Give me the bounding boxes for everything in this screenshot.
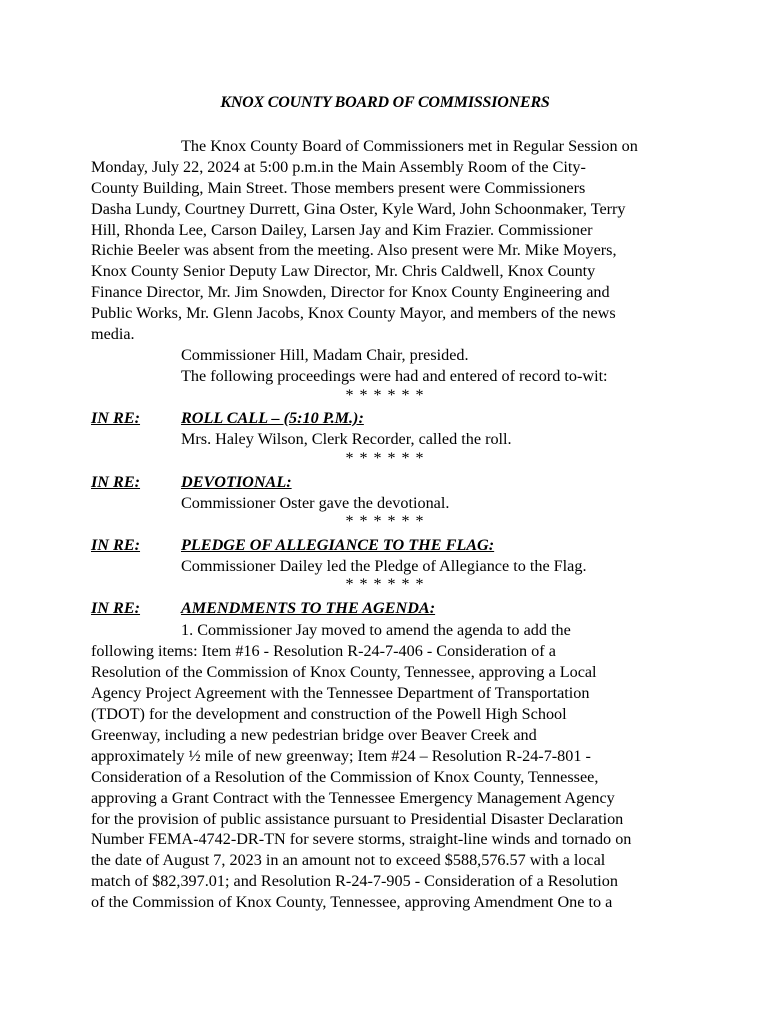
amendment-line: Agency Project Agreement with the Tennessee Department of Transportation <box>91 684 590 702</box>
separator: * * * * * * <box>345 450 425 467</box>
intro-line: Knox County Senior Deputy Law Director, Mr. Chris Caldwell, Knox County <box>91 262 596 280</box>
intro-line: Dasha Lundy, Courtney Durrett, Gina Oster, Kyle Ward, John Schoonmaker, Terry <box>91 200 626 218</box>
section-heading-amendments: AMENDMENTS TO THE AGENDA: <box>181 599 436 617</box>
intro-line: media. <box>91 325 135 343</box>
presided-line: Commissioner Hill, Madam Chair, presided. <box>181 346 469 364</box>
amendment-line: approving a Grant Contract with the Tennessee Emergency Management Agency <box>91 789 615 807</box>
amendment-line: Greenway, including a new pedestrian bridge over Beaver Creek and <box>91 726 537 744</box>
intro-line: Monday, July 22, 2024 at 5:00 p.m.in the Main Assembly Room of the City- <box>91 158 586 176</box>
intro-line: Richie Beeler was absent from the meeting. Also present were Mr. Mike Moyers, <box>91 241 617 259</box>
separator: * * * * * * <box>345 576 425 593</box>
amendment-line: of the Commission of Knox County, Tennessee, approving Amendment One to a <box>91 893 613 911</box>
amendment-line: match of $82,397.01; and Resolution R-24-7-905 - Consideration of a Resolution <box>91 872 618 890</box>
amendment-line: following items: Item #16 - Resolution R-24-7-406 - Consideration of a <box>91 642 556 660</box>
intro-line: Finance Director, Mr. Jim Snowden, Director for Knox County Engineering and <box>91 283 610 301</box>
section-body: Mrs. Haley Wilson, Clerk Recorder, called the roll. <box>181 430 512 448</box>
proceedings-line: The following proceedings were had and entered of record to-wit: <box>181 367 608 385</box>
section-heading-roll-call: ROLL CALL – (5:10 P.M.): <box>181 409 364 427</box>
section-label: IN RE: <box>91 599 141 617</box>
section-heading-pledge: PLEDGE OF ALLEGIANCE TO THE FLAG: <box>181 536 495 554</box>
amendment-line: the date of August 7, 2023 in an amount not to exceed $588,576.57 with a local <box>91 851 606 869</box>
section-label: IN RE: <box>91 536 141 554</box>
separator: * * * * * * <box>345 387 425 404</box>
amendment-line: Consideration of a Resolution of the Commission of Knox County, Tennessee, <box>91 768 599 786</box>
section-label: IN RE: <box>91 473 141 491</box>
amendment-line: Resolution of the Commission of Knox County, Tennessee, approving a Local <box>91 663 597 681</box>
section-heading-devotional: DEVOTIONAL: <box>181 473 292 491</box>
amendment-line: Number FEMA-4742-DR-TN for severe storms, straight-line winds and tornado on <box>91 830 632 848</box>
document-title: KNOX COUNTY BOARD OF COMMISSIONERS <box>220 94 550 111</box>
section-body: Commissioner Dailey led the Pledge of Allegiance to the Flag. <box>181 557 587 575</box>
amendment-line: (TDOT) for the development and construction of the Powell High School <box>91 705 567 723</box>
intro-line: Public Works, Mr. Glenn Jacobs, Knox County Mayor, and members of the news <box>91 304 616 322</box>
intro-line: County Building, Main Street. Those members present were Commissioners <box>91 179 586 197</box>
separator: * * * * * * <box>345 513 425 530</box>
section-body: 1. Commissioner Jay moved to amend the agenda to add the <box>181 621 571 639</box>
intro-line: Hill, Rhonda Lee, Carson Dailey, Larsen Jay and Kim Frazier. Commissioner <box>91 221 593 239</box>
section-label: IN RE: <box>91 409 141 427</box>
amendment-line: approximately ½ mile of new greenway; Item #24 – Resolution R-24-7-801 - <box>91 747 591 765</box>
amendment-line: for the provision of public assistance pursuant to Presidential Disaster Declaration <box>91 810 624 828</box>
intro-line: The Knox County Board of Commissioners met in Regular Session on <box>181 137 638 155</box>
section-body: Commissioner Oster gave the devotional. <box>181 494 450 512</box>
